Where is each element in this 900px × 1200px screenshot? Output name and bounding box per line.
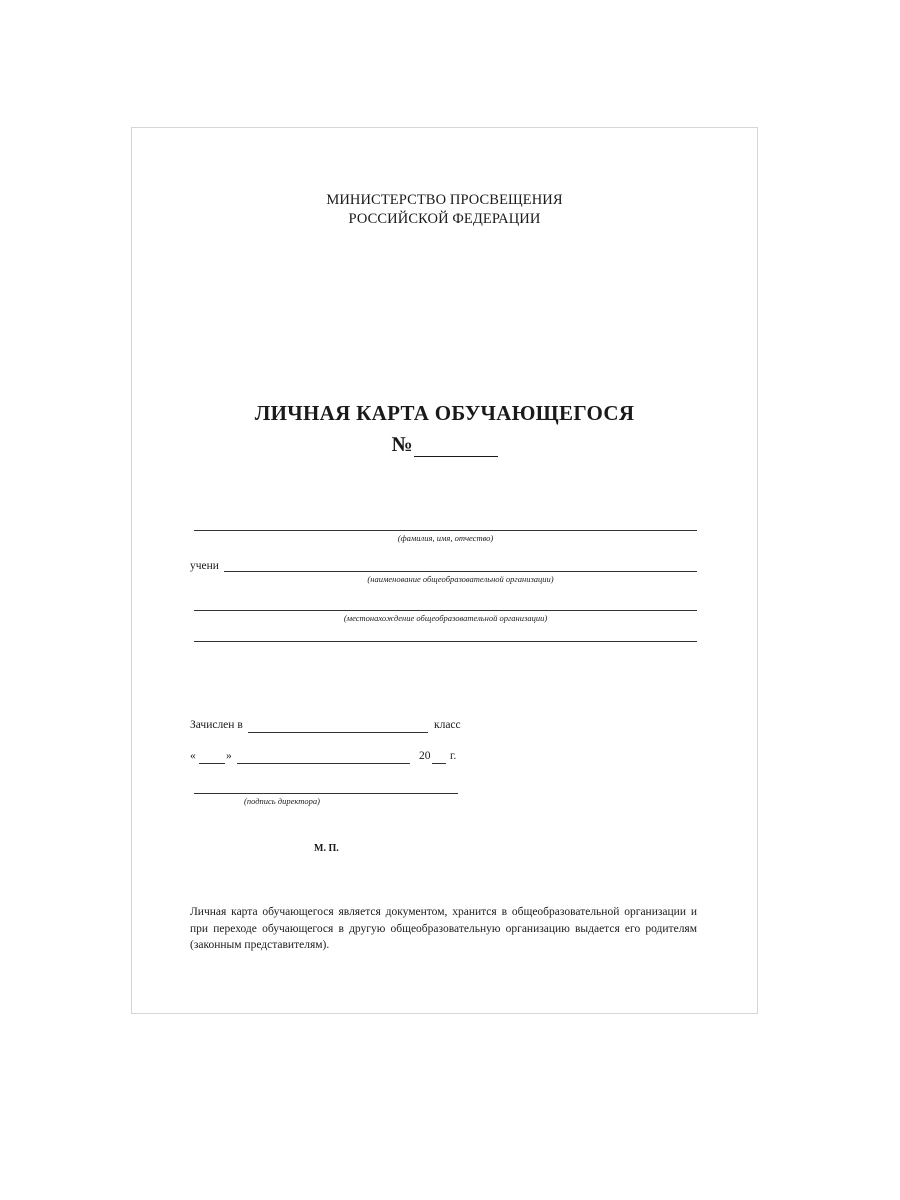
organization-name-caption: (наименование общеобразовательной организации)	[367, 574, 554, 584]
year-suffix: г.	[450, 750, 457, 762]
month-field[interactable]	[237, 763, 410, 764]
full-name-caption: (фамилия, имя, отчество)	[397, 533, 494, 543]
date-close-quote: »	[226, 750, 232, 762]
class-label: класс	[434, 719, 461, 731]
organization-location-field-2[interactable]	[194, 641, 697, 642]
ministry-header	[132, 191, 757, 229]
director-signature-field[interactable]	[194, 793, 458, 794]
storage-note: Личная карта обучающегося является документом, хранится в общеобразовательной организации и при переходе обучающегося в другую общеобразовательную организацию выдается его родителям (законным представителям).	[190, 906, 697, 951]
card-number-row	[132, 432, 757, 457]
ministry-line-1: МИНИСТЕРСТВО ПРОСВЕЩЕНИЯ	[326, 192, 563, 208]
document-title: ЛИЧНАЯ КАРТА ОБУЧАЮЩЕГОСЯ	[254, 401, 635, 425]
pupil-label: учени	[190, 560, 219, 572]
card-number-field[interactable]	[414, 436, 498, 457]
stamp-place-label: М. П.	[314, 843, 339, 854]
date-open-quote: «	[190, 750, 196, 762]
organization-name-field[interactable]	[224, 571, 697, 572]
ministry-line-2: РОССИЙСКОЙ ФЕДЕРАЦИИ	[348, 211, 541, 227]
full-name-field[interactable]	[194, 530, 697, 531]
enrolled-label: Зачислен в	[190, 719, 243, 731]
director-signature-caption: (подпись директора)	[244, 796, 320, 806]
organization-location-field[interactable]	[194, 610, 697, 611]
year-field[interactable]	[432, 763, 446, 764]
day-field[interactable]	[199, 763, 225, 764]
number-sign: №	[391, 432, 413, 456]
organization-location-caption: (местонахождение общеобразовательной организации)	[343, 613, 548, 623]
document-page	[131, 127, 758, 1014]
year-prefix: 20	[419, 750, 431, 762]
class-field[interactable]	[248, 732, 428, 733]
